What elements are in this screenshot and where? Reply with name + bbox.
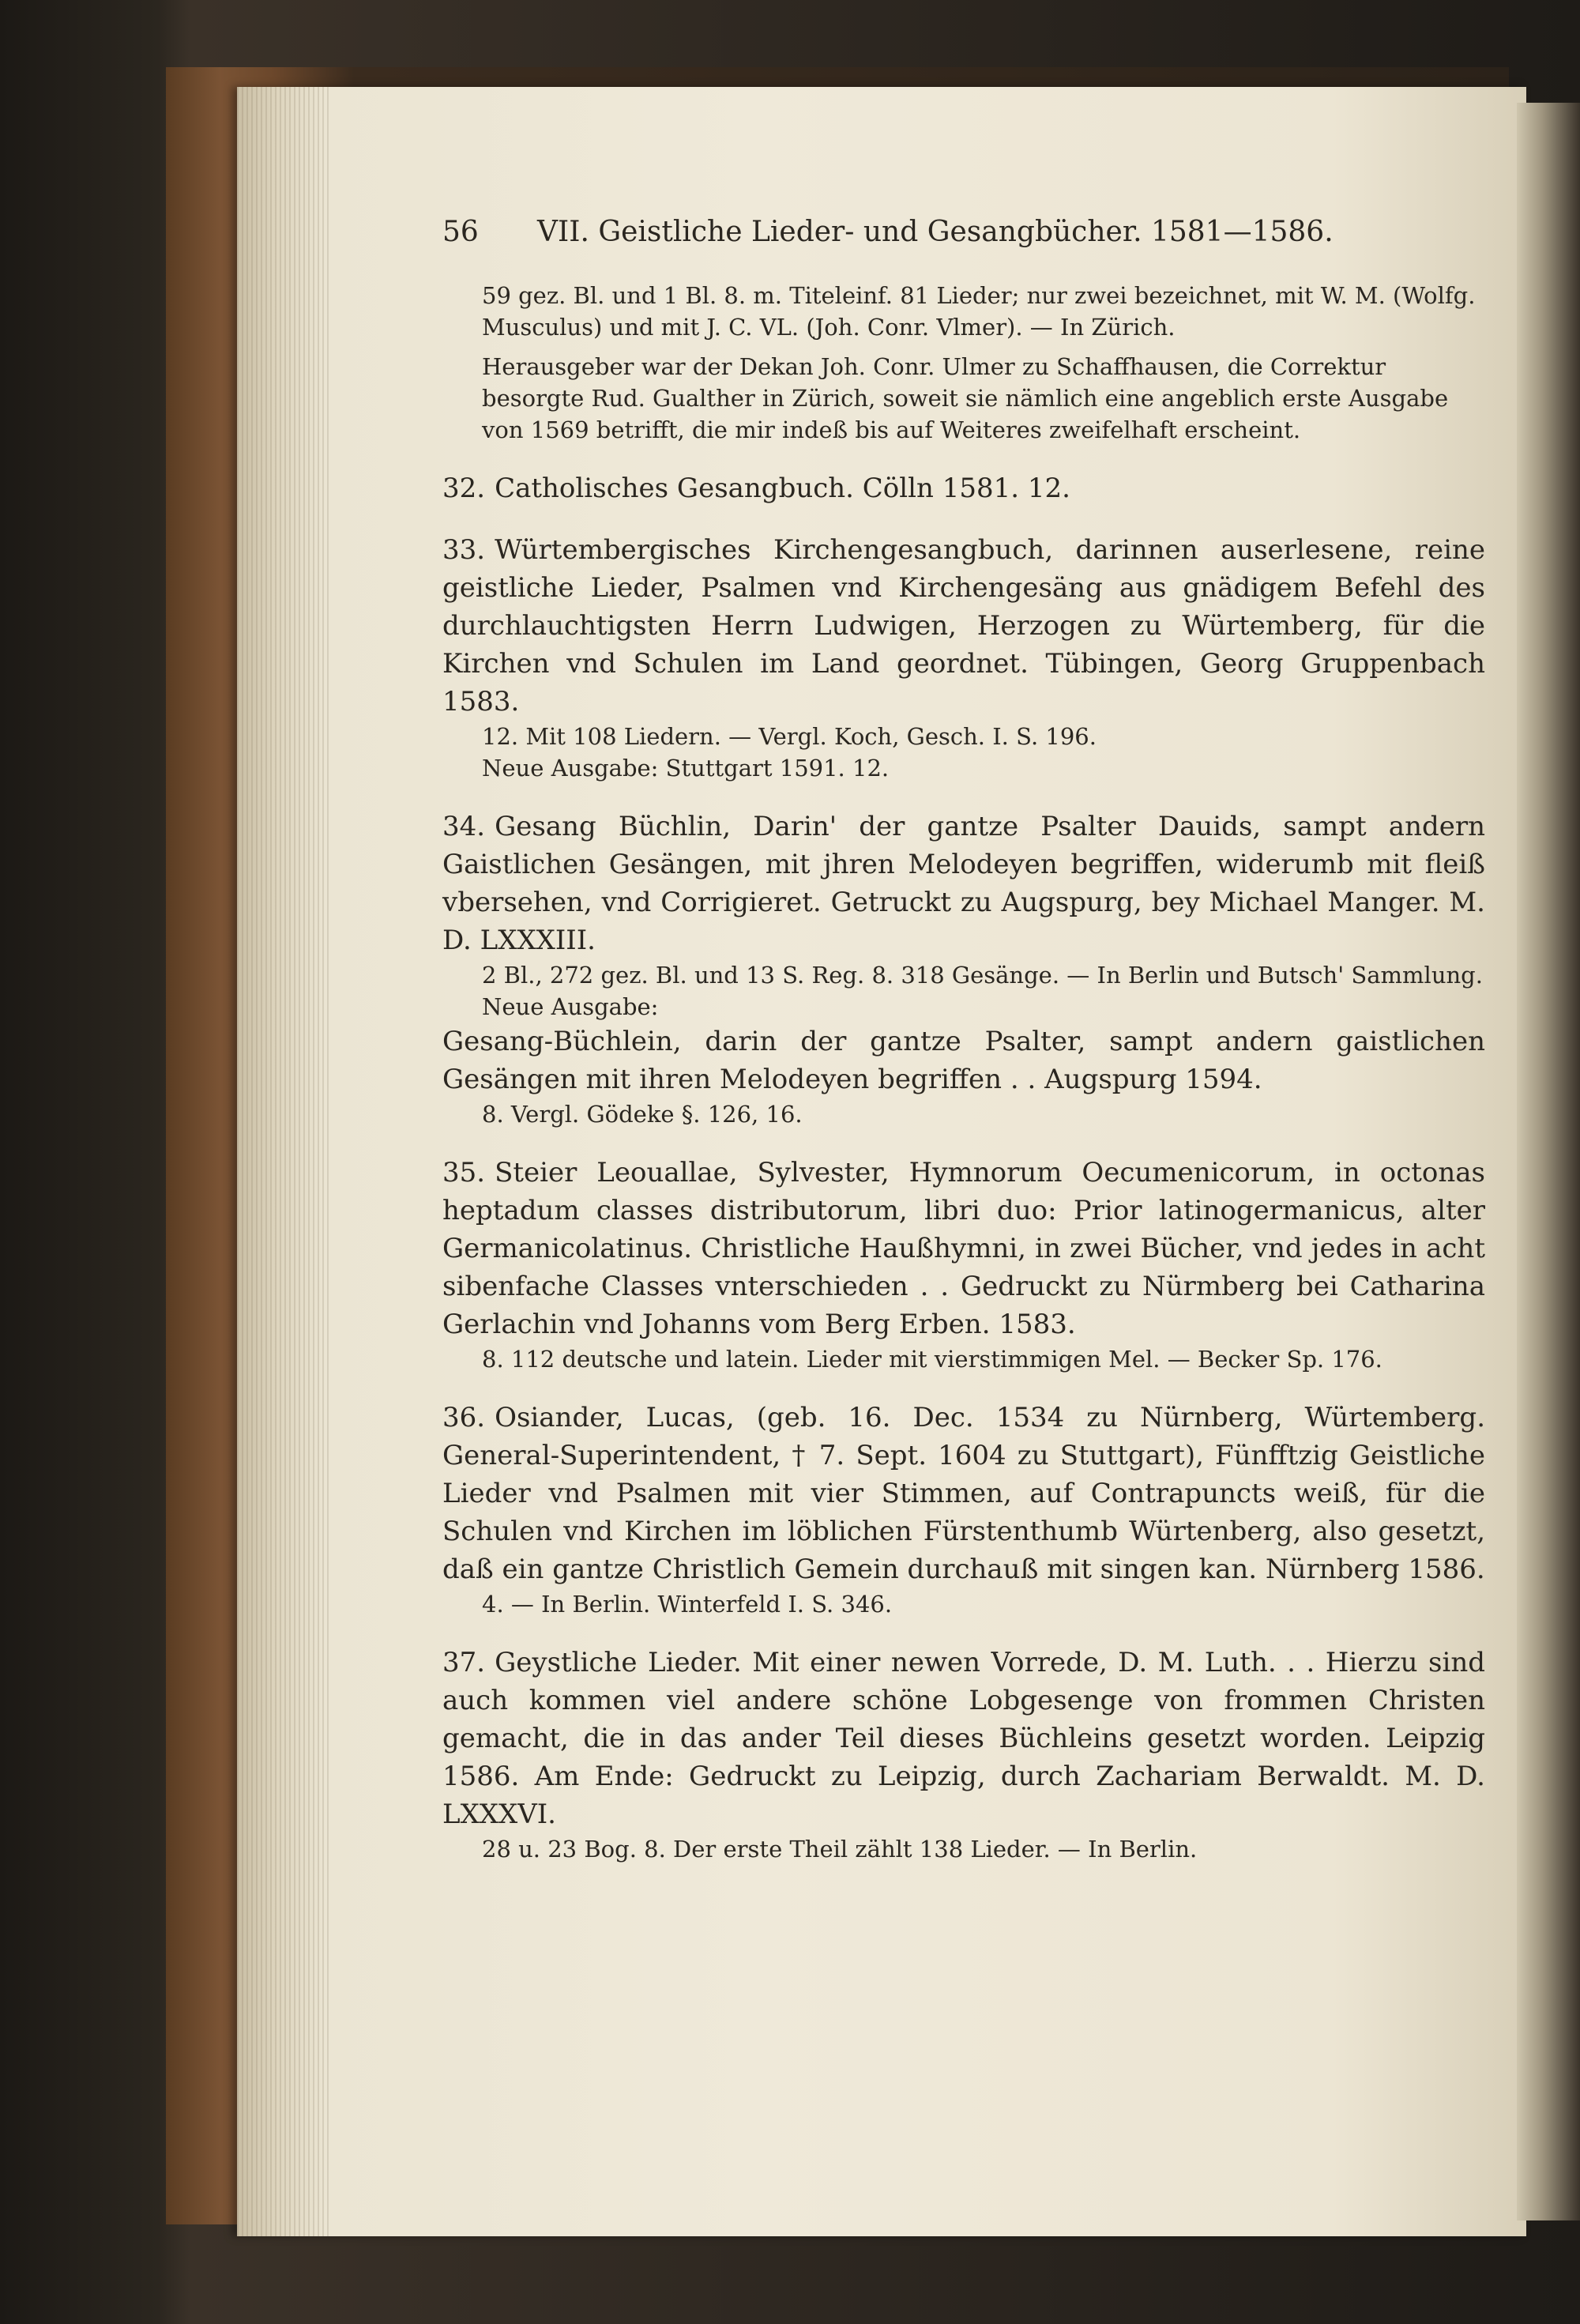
running-header xyxy=(442,213,1485,251)
entry-note: 4. — In Berlin. Winterfeld I. S. 346. xyxy=(482,1591,893,1618)
entry-text: Würtembergisches Kirchengesangbuch, darinnen auserlesene, reine geistliche Lieder, Psalmen vnd Kirchengesäng aus gnädigem Befehl des durchlauchtigsten Herrn Ludwigen, Herzogen zu Würtemberg, für die Kirchen vnd Schulen im Land geordnet. Tübingen, Georg Gruppenbach 1583. xyxy=(442,534,1485,718)
entry-number: 35. xyxy=(442,1157,486,1188)
entry-34 xyxy=(442,808,1485,1130)
entry-note: Neue Ausgabe: xyxy=(482,993,659,1020)
new-edition-text: Gesang-Büchlein, darin der gantze Psalter, sampt andern gaistlichen Gesängen mit ihren Melodeyen begriffen . . Augspurg 1594. xyxy=(442,1026,1485,1095)
entry-note: 12. Mit 108 Liedern. — Vergl. Koch, Gesch. I. S. 196. xyxy=(482,723,1097,750)
entry-text: Gesang Büchlin, Darin' der gantze Psalter Dauids, sampt andern Gaistlichen Gesängen, mit jhren Melodeyen begriffen, widerumb mit fleiß vbersehen, vnd Corrigieret. Getruckt zu Augspurg, bey Michael Manger. M. D. LXXXIII. xyxy=(442,811,1485,956)
entry-text: Osiander, Lucas, (geb. 16. Dec. 1534 zu Nürnberg, Würtemberg. General-Superintendent, † 7. Sept. 1604 zu Stuttgart), Fünfftzig Geistliche Lieder vnd Psalmen mit vier Stimmen, auf Contrapuncts weiß, für die Schulen vnd Kirchen im löblichen Fürstenthumb Würtenberg, also gesetzt, daß ein gantze Christlich Gemein durchauß mit singen kan. Nürnberg 1586. xyxy=(442,1402,1485,1585)
entry-number: 34. xyxy=(442,811,486,842)
entry-note: 8. 112 deutsche und latein. Lieder mit vierstimmigen Mel. — Becker Sp. 176. xyxy=(482,1346,1382,1373)
entry-number: 32. xyxy=(442,473,486,504)
preamble-note-1: 59 gez. Bl. und 1 Bl. 8. m. Titeleinf. 81 Lieder; nur zwei bezeichnet, mit W. M. (Wolfg. Musculus) und mit J. C. VL. (Joh. Conr. Vlmer). — In Zürich. xyxy=(482,282,1476,341)
entry-note: Neue Ausgabe: Stuttgart 1591. 12. xyxy=(482,755,890,782)
page-text xyxy=(442,213,1485,1865)
entry-number: 33. xyxy=(442,534,486,566)
page-number: 56 xyxy=(442,216,479,248)
right-page-shadow xyxy=(1517,103,1580,2220)
entry-text: Catholisches Gesangbuch. Cölln 1581. 12. xyxy=(495,473,1070,504)
entry-32 xyxy=(442,469,1485,507)
entry-text: Steier Leouallae, Sylvester, Hymnorum Oecumenicorum, in octonas heptadum classes distributorum, libri duo: Prior latinogermanicus, alter Germanicolatinus. Christliche Haußhymni, in zwei Bücher, vnd jedes in acht sibenfache Classes vnterschieden . . Gedruckt zu Nürmberg bei Catharina Gerlachin vnd Johanns vom Berg Erben. 1583. xyxy=(442,1157,1485,1340)
entry-number: 36. xyxy=(442,1402,486,1433)
entry-text: Geystliche Lieder. Mit einer newen Vorrede, D. M. Luth. . . Hierzu sind auch kommen viel andere schöne Lobgesenge von frommen Christen gemacht, die in das ander Teil dieses Büchleins gesetzt worden. Leipzig 1586. Am Ende: Gedruckt zu Leipzig, durch Zachariam Berwaldt. M. D. LXXXVI. xyxy=(442,1647,1485,1830)
entry-33 xyxy=(442,531,1485,784)
entry-37 xyxy=(442,1644,1485,1865)
entry-number: 37. xyxy=(442,1647,486,1678)
running-head: VII. Geistliche Lieder- und Gesangbücher. 1581—1586. xyxy=(537,216,1334,248)
entry-35 xyxy=(442,1154,1485,1375)
new-edition-note: 8. Vergl. Gödeke §. 126, 16. xyxy=(482,1101,803,1128)
preamble-note-2: Herausgeber war der Dekan Joh. Conr. Ulmer zu Schaffhausen, die Correktur besorgte Rud. Gualther in Zürich, soweit sie nämlich eine angeblich erste Ausgabe von 1569 betrifft, die mir indeß bis auf Weiteres zweifelhaft erscheint. xyxy=(482,353,1449,443)
entry-note: 2 Bl., 272 gez. Bl. und 13 S. Reg. 8. 318 Gesänge. — In Berlin und Butsch' Sammlung. xyxy=(482,962,1483,989)
entry-note: 28 u. 23 Bog. 8. Der erste Theil zählt 138 Lieder. — In Berlin. xyxy=(482,1836,1198,1863)
page-edges xyxy=(237,87,332,2236)
entry-36 xyxy=(442,1399,1485,1620)
